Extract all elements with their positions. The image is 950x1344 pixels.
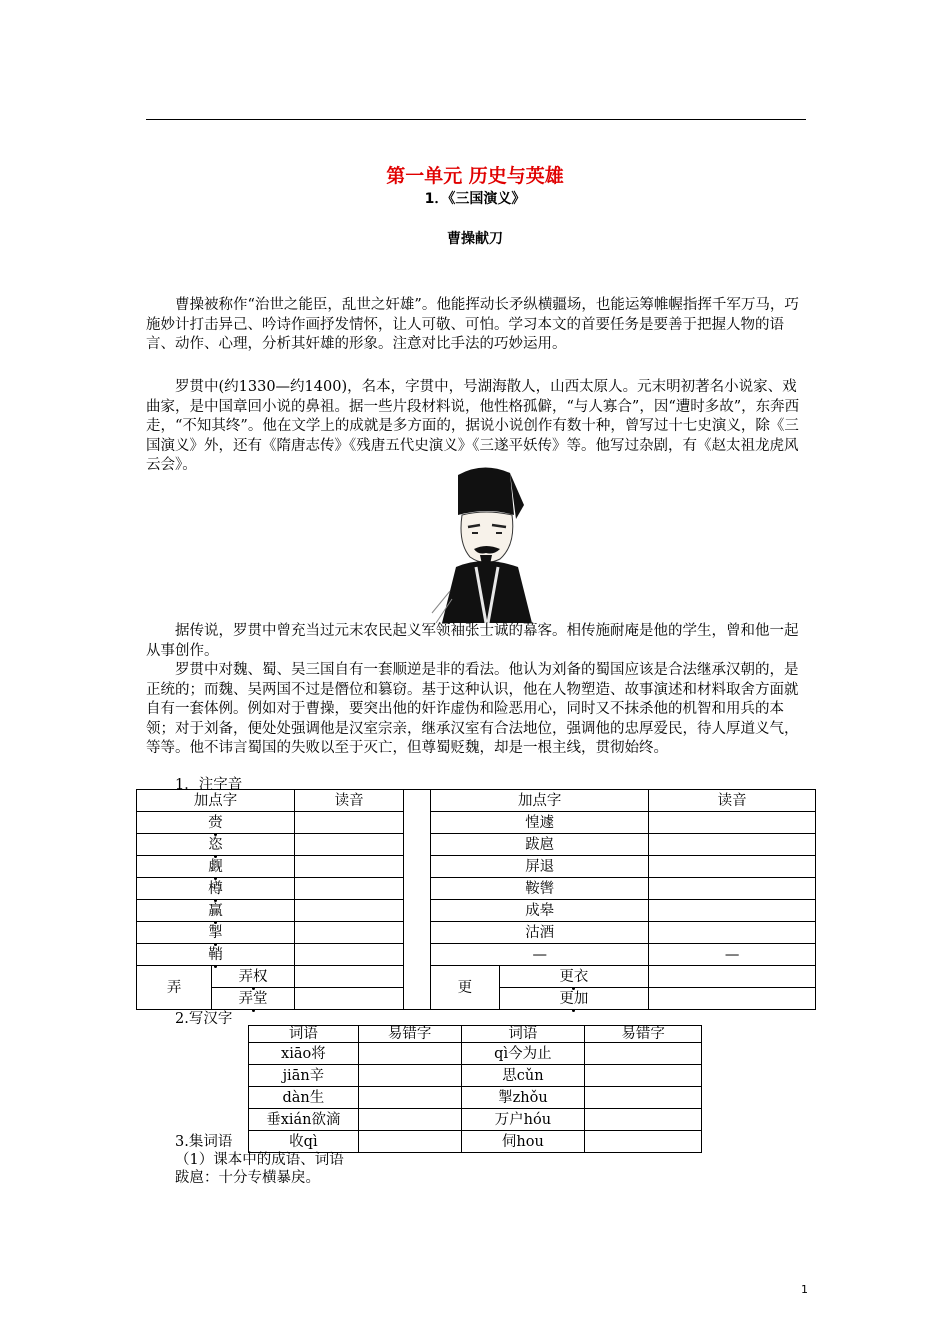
word-cell: 弄权 (238, 968, 268, 985)
char-cell: 赢 (208, 902, 223, 919)
col-header-word-right: 词语 (461, 1026, 585, 1043)
col-header-err-right: 易错字 (585, 1026, 702, 1043)
answer-cell[interactable] (585, 1131, 702, 1153)
word-cell: 屏退 (431, 856, 649, 878)
col-header-char-right: 加点字 (431, 790, 649, 812)
word-cell: 更衣 (559, 968, 589, 985)
answer-cell[interactable] (358, 1087, 461, 1109)
answer-cell[interactable] (649, 966, 816, 988)
col-header-err-left: 易错字 (358, 1026, 461, 1043)
luo-guanzhong-portrait (428, 463, 538, 623)
exercise3-sub: （1）课本中的成语、词语 (175, 1152, 344, 1168)
word-cell: — (431, 944, 649, 966)
answer-cell[interactable] (585, 1043, 702, 1065)
word-cell: 万户hóu (461, 1109, 585, 1131)
author-bio-paragraph: 罗贯中(约1330—约1400)，名本，字贯中，号湖海散人，山西太原人。元末明初著名小说家、戏曲家，是中国章回小说的鼻祖。据一些片段材料说，他性格孤僻，“与人寡合”，因“遭时多故”，东奔西走，“不知其终”。他在文学上的成就是多方面的，据说小说创作有数十种，曾写过十七史演义，除《三国演义》外，还有《隋唐志传》《残唐五代史演义》《三遂平妖传》等。他写过杂剧，有《赵太祖龙虎风云会》。 (146, 379, 800, 473)
answer-cell[interactable] (358, 1109, 461, 1131)
answer-cell[interactable] (294, 966, 404, 988)
exercise3-label: 3.集词语 (175, 1134, 233, 1150)
group-char-right: 更 (431, 966, 499, 1010)
answer-cell[interactable] (585, 1109, 702, 1131)
page-number: 1 (801, 1283, 808, 1296)
char-cell: 恣 (208, 836, 223, 853)
char-cell: 樽 (208, 880, 223, 897)
word-cell: 垂xián欲滴 (249, 1109, 359, 1131)
word-cell: qì今为止 (461, 1043, 585, 1065)
word-cell: 弄堂 (238, 990, 268, 1007)
answer-cell[interactable] (294, 878, 404, 900)
answer-cell[interactable] (649, 834, 816, 856)
answer-cell[interactable] (649, 878, 816, 900)
group-char-left: 弄 (137, 966, 212, 1010)
word-cell: 掣zhǒu (461, 1087, 585, 1109)
word-cell: 收qì (249, 1131, 359, 1153)
hanzi-table (248, 1025, 702, 1153)
char-cell: 鞘 (208, 946, 223, 963)
answer-cell[interactable] (358, 1131, 461, 1153)
answer-cell[interactable] (294, 922, 404, 944)
answer-cell[interactable] (649, 856, 816, 878)
section-title: 曹操献刀 (447, 231, 503, 247)
answer-cell[interactable] (294, 834, 404, 856)
word-cell: dàn生 (249, 1087, 359, 1109)
answer-cell[interactable] (294, 944, 404, 966)
header-rule (146, 119, 806, 120)
word-cell: 鞍辔 (431, 878, 649, 900)
char-cell: 掣 (208, 924, 223, 941)
char-cell: 觑 (208, 858, 223, 875)
exercise2-label: 2.写汉字 (175, 1011, 233, 1027)
word-cell: 跋扈 (431, 834, 649, 856)
answer-cell[interactable] (649, 922, 816, 944)
answer-cell[interactable] (649, 988, 816, 1010)
dash-cell: — (649, 944, 816, 966)
word-cell: 成皋 (431, 900, 649, 922)
col-header-word-left: 词语 (249, 1026, 359, 1043)
exercise1-label: 1．注字音 (175, 777, 243, 793)
lesson-title: 1．《三国演义》 (424, 191, 526, 207)
word-cell: 惶遽 (431, 812, 649, 834)
word-cell: 伺hou (461, 1131, 585, 1153)
answer-cell[interactable] (294, 856, 404, 878)
answer-cell[interactable] (358, 1065, 461, 1087)
answer-cell[interactable] (585, 1065, 702, 1087)
legend-paragraph: 据传说，罗贯中曾充当过元末农民起义军领袖张士诚的幕客。相传施耐庵是他的学生，曾和他一起从事创作。 (146, 623, 799, 659)
pinyin-table (136, 789, 816, 1010)
answer-cell[interactable] (294, 988, 404, 1010)
col-header-pron-right: 读音 (649, 790, 816, 812)
answer-cell[interactable] (294, 900, 404, 922)
unit-title: 第一单元 历史与英雄 (386, 165, 564, 187)
word-cell: 沽酒 (431, 922, 649, 944)
word-cell: 更加 (559, 990, 589, 1007)
answer-cell[interactable] (649, 900, 816, 922)
char-cell: 赍 (208, 814, 223, 831)
word-cell: xiāo将 (249, 1043, 359, 1065)
answer-cell[interactable] (649, 812, 816, 834)
col-header-char-left: 加点字 (137, 790, 295, 812)
answer-cell[interactable] (294, 812, 404, 834)
answer-cell[interactable] (585, 1087, 702, 1109)
answer-cell[interactable] (358, 1043, 461, 1065)
col-header-pron-left: 读音 (294, 790, 404, 812)
intro-paragraph: 曹操被称作“治世之能臣，乱世之奸雄”。他能挥动长矛纵横疆场，也能运筹帷幄指挥千军万马，巧施妙计打击异己、吟诗作画抒发情怀，让人可敬、可怕。学习本文的首要任务是要善于把握人物的语言、动作、心理，分析其奸雄的形象。注意对比手法的巧妙运用。 (146, 297, 799, 352)
exercise3-item: 跋扈：十分专横暴戾。 (175, 1170, 320, 1186)
word-cell: 思cǔn (461, 1065, 585, 1087)
view-paragraph: 罗贯中对魏、蜀、吴三国自有一套顺逆是非的看法。他认为刘备的蜀国应该是合法继承汉朝的，是正统的；而魏、吴两国不过是僭位和篡窃。基于这种认识，他在人物塑造、故事演述和材料取舍方面就自有一套体例。例如对于曹操，要突出他的奸诈虚伪和险恶用心，同时又不抹杀他的机智和用兵的本领；对于刘备，便处处强调他是汉室宗亲，继承汉室有合法地位，强调他的忠厚爱民，待人厚道义气，等等。他不讳言蜀国的失败以至于灭亡，但尊蜀贬魏，却是一根主线，贯彻始终。 (146, 662, 799, 756)
word-cell: jiān辛 (249, 1065, 359, 1087)
